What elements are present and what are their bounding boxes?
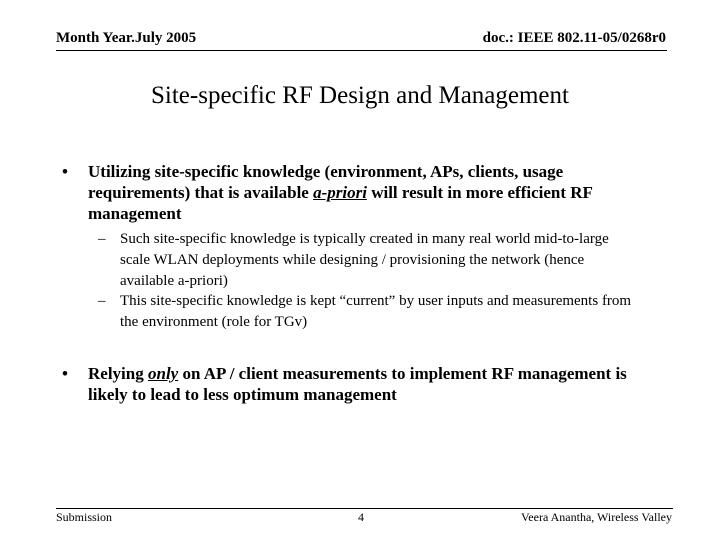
bullet-2-text: [88, 363, 662, 405]
footer-submission: Submission: [56, 510, 113, 524]
bullet-2-text-before: Relying: [88, 364, 148, 383]
sub-bullet-1-marker: –: [98, 231, 106, 247]
bullet-1-emphasis: a-priori: [313, 183, 367, 202]
header-date: Month Year.July 2005: [56, 30, 197, 46]
bullet-1-text-before: Utilizing site-specific knowledge (environment, APs, clients, usage requirements) that is available: [88, 162, 564, 202]
bullet-1-text-after: will result in more efficient RF management: [88, 183, 593, 223]
sub-bullet-2-marker: –: [98, 293, 106, 309]
slide-title: Site-specific RF Design and Management: [151, 82, 569, 109]
bullet-2-emphasis: only: [147, 364, 179, 383]
bullet-1-text: [88, 161, 662, 224]
sub-bullet-2-text: This site-specific knowledge is kept “current” by user inputs and measurements from the environment (role for TGv): [120, 293, 632, 330]
bullet-2-marker: •: [62, 364, 68, 383]
header-doc-id: doc.: IEEE 802.11-05/0268r0: [482, 30, 666, 46]
footer-author: Veera Anantha, Wireless Valley: [520, 510, 672, 524]
sub-bullet-1: [98, 229, 638, 292]
bullet-2: [62, 363, 662, 405]
header-rule: [56, 50, 667, 51]
bullet-1-marker: •: [62, 162, 68, 181]
sub-bullet-2: [98, 291, 638, 333]
bullet-1: [62, 161, 662, 224]
bullet-2-text-after: on AP / client measurements to implement RF management is likely to lead to less optimum management: [88, 364, 627, 404]
footer-page-number: 4: [358, 510, 364, 524]
footer-rule: [56, 508, 673, 509]
sub-bullet-1-text: Such site-specific knowledge is typically created in many real world mid-to-large scale WLAN deployments while designing / provisioning the network (hence available a-priori): [120, 231, 609, 289]
